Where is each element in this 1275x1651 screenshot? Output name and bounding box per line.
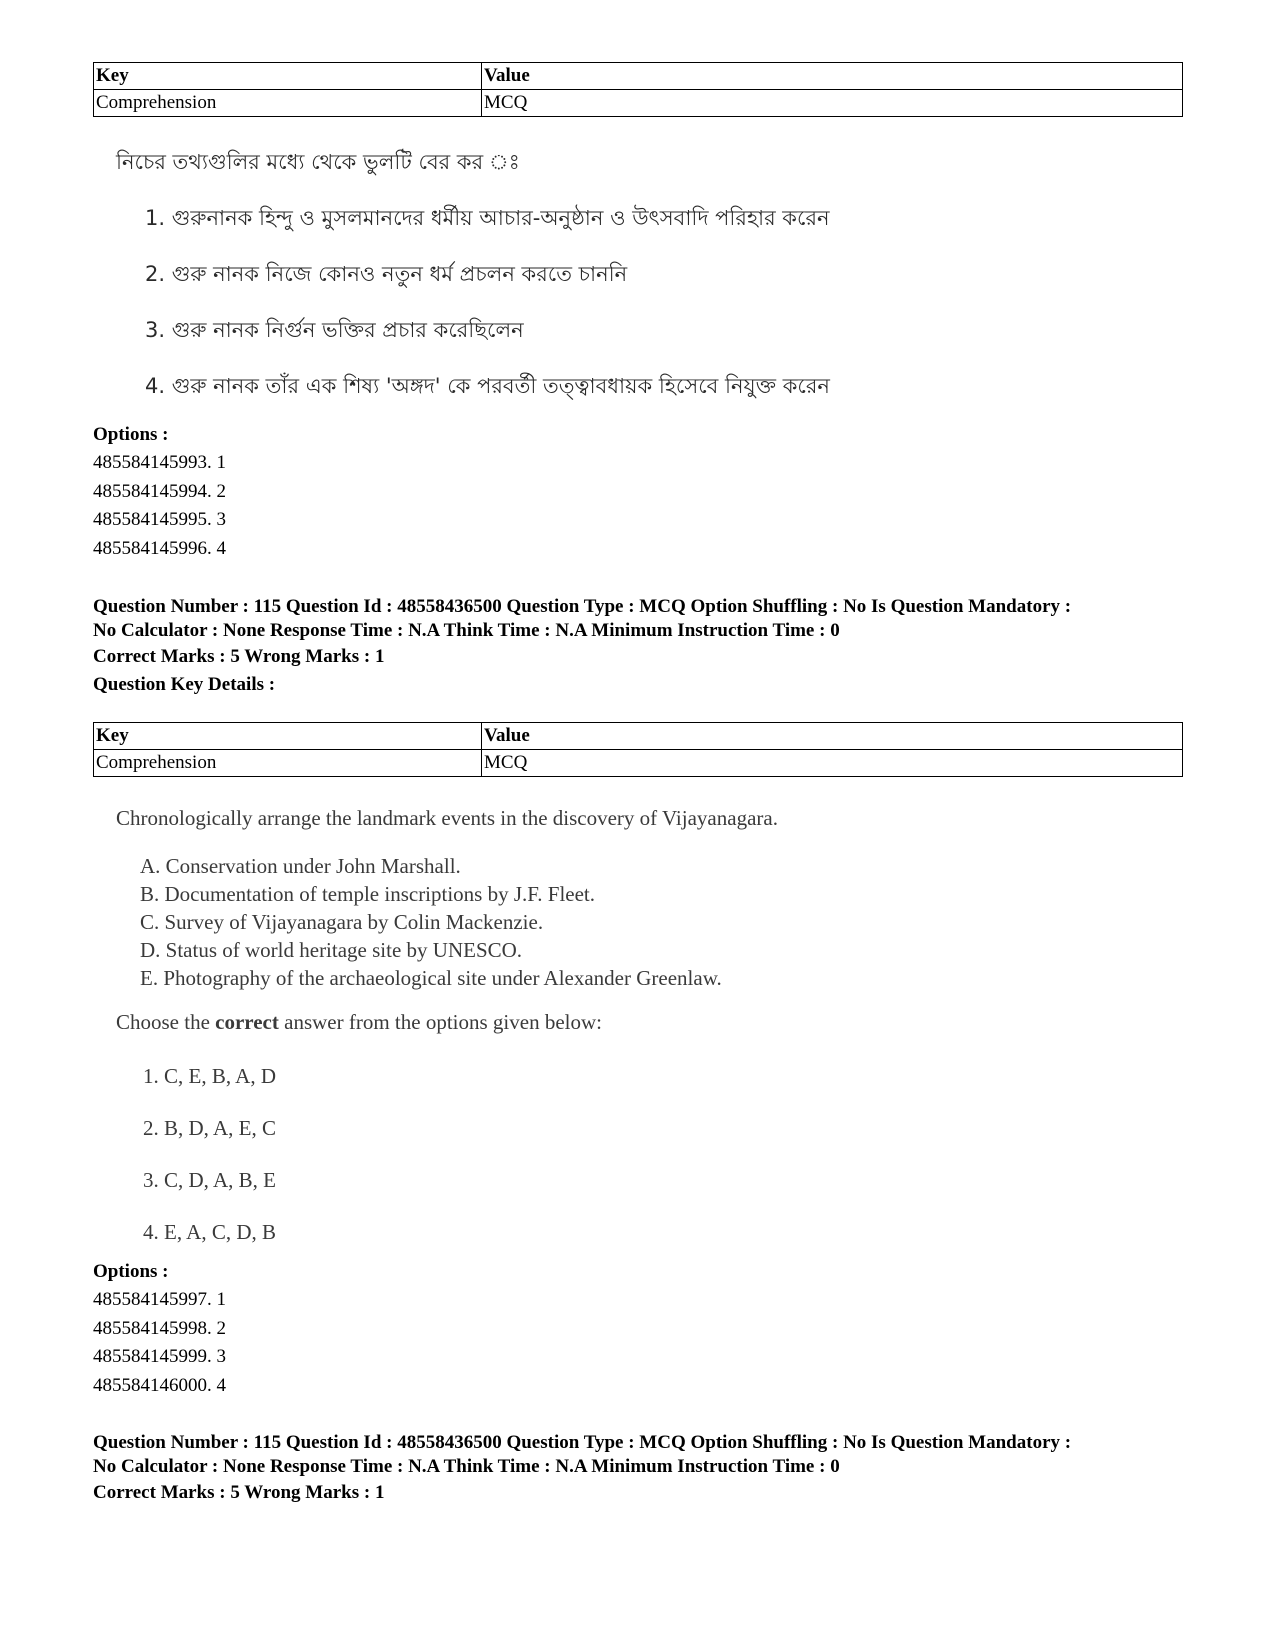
- option-item: 485584145995. 3: [93, 509, 226, 531]
- question-marks: Correct Marks : 5 Wrong Marks : 1: [93, 1482, 385, 1503]
- event-item: A. Conservation under John Marshall.: [140, 854, 461, 878]
- table-header-key: Key: [94, 723, 482, 750]
- answer-choice-3: 3. C, D, A, B, E: [143, 1168, 277, 1192]
- event-list: [140, 852, 722, 992]
- event-item: E. Photography of the archaeological site under Alexander Greenlaw.: [140, 966, 722, 990]
- answer-choice-2: 2. B, D, A, E, C: [143, 1116, 277, 1140]
- options-title: Options :: [93, 424, 169, 445]
- key-value-table-115: [93, 722, 1183, 777]
- bengali-statement-1: 1. গুরুনানক হিন্দু ও মুসলমানদের ধর্মীয় আচার-অনুষ্ঠান ও উৎসবাদি পরিহার করেন: [145, 206, 830, 230]
- choose-instruction: [116, 1008, 602, 1036]
- table-cell-value: MCQ: [482, 750, 1183, 777]
- options-block-2: [93, 1258, 226, 1401]
- table-cell-value: MCQ: [482, 90, 1183, 117]
- option-item: 485584145994. 2: [93, 480, 226, 502]
- question-meta-line1: Question Number : 115 Question Id : 48558436500 Question Type : MCQ Option Shuffling : No Is Question Mandatory :: [93, 1432, 1072, 1453]
- options-block-1: [93, 421, 226, 564]
- table-header-key: Key: [94, 63, 482, 90]
- bengali-statement-2: 2. গুরু নানক নিজে কোনও নতুন ধর্ম প্রচলন করতে চাননি: [145, 262, 628, 286]
- table-cell-key: Comprehension: [94, 750, 482, 777]
- question-meta-line1: Question Number : 115 Question Id : 48558436500 Question Type : MCQ Option Shuffling : No Is Question Mandatory :: [93, 596, 1072, 617]
- key-value-table-top: [93, 62, 1183, 117]
- question-meta-line2: No Calculator : None Response Time : N.A Think Time : N.A Minimum Instruction Time : 0: [93, 620, 840, 641]
- bengali-statement-3: 3. গুরু নানক নির্গুন ভক্তির প্রচার করেছিলেন: [145, 318, 524, 342]
- option-item: 485584145999. 3: [93, 1346, 226, 1368]
- table-header-value: Value: [482, 63, 1183, 90]
- choose-text-post: answer from the options given below:: [278, 1010, 602, 1034]
- question-text: Chronologically arrange the landmark events in the discovery of Vijayanagara.: [116, 806, 778, 830]
- question-meta-115: [93, 595, 1193, 699]
- options-title: Options :: [93, 1261, 169, 1282]
- question-marks: Correct Marks : 5 Wrong Marks : 1: [93, 646, 385, 667]
- answer-choice-1: 1. C, E, B, A, D: [143, 1064, 277, 1088]
- question-key-details-title: Question Key Details :: [93, 674, 276, 695]
- option-item: 485584146000. 4: [93, 1375, 226, 1397]
- table-cell-key: Comprehension: [94, 90, 482, 117]
- choose-text-bold: correct: [215, 1010, 279, 1034]
- choose-text-pre: Choose the: [116, 1010, 216, 1034]
- option-item: 485584145993. 1: [93, 452, 226, 473]
- event-item: B. Documentation of temple inscriptions by J.F. Fleet.: [140, 882, 596, 906]
- bengali-instruction: নিচের তথ্যগুলির মধ্যে থেকে ভুলটি বের কর ঃ: [116, 150, 520, 174]
- option-item: 485584145998. 2: [93, 1317, 226, 1339]
- table-header-value: Value: [482, 723, 1183, 750]
- bengali-statement-4: 4. গুরু নানক তাঁর এক শিষ্য 'অঙ্গদ' কে পরবর্তী তত্ত্বাবধায়ক হিসেবে নিযুক্ত করেন: [145, 374, 830, 398]
- event-item: D. Status of world heritage site by UNESCO.: [140, 938, 523, 962]
- question-meta-next: [93, 1431, 1193, 1507]
- question-meta-line2: No Calculator : None Response Time : N.A Think Time : N.A Minimum Instruction Time : 0: [93, 1456, 840, 1477]
- answer-choice-4: 4. E, A, C, D, B: [143, 1220, 277, 1244]
- option-item: 485584145996. 4: [93, 538, 226, 560]
- option-item: 485584145997. 1: [93, 1289, 226, 1310]
- event-item: C. Survey of Vijayanagara by Colin Mackenzie.: [140, 910, 544, 934]
